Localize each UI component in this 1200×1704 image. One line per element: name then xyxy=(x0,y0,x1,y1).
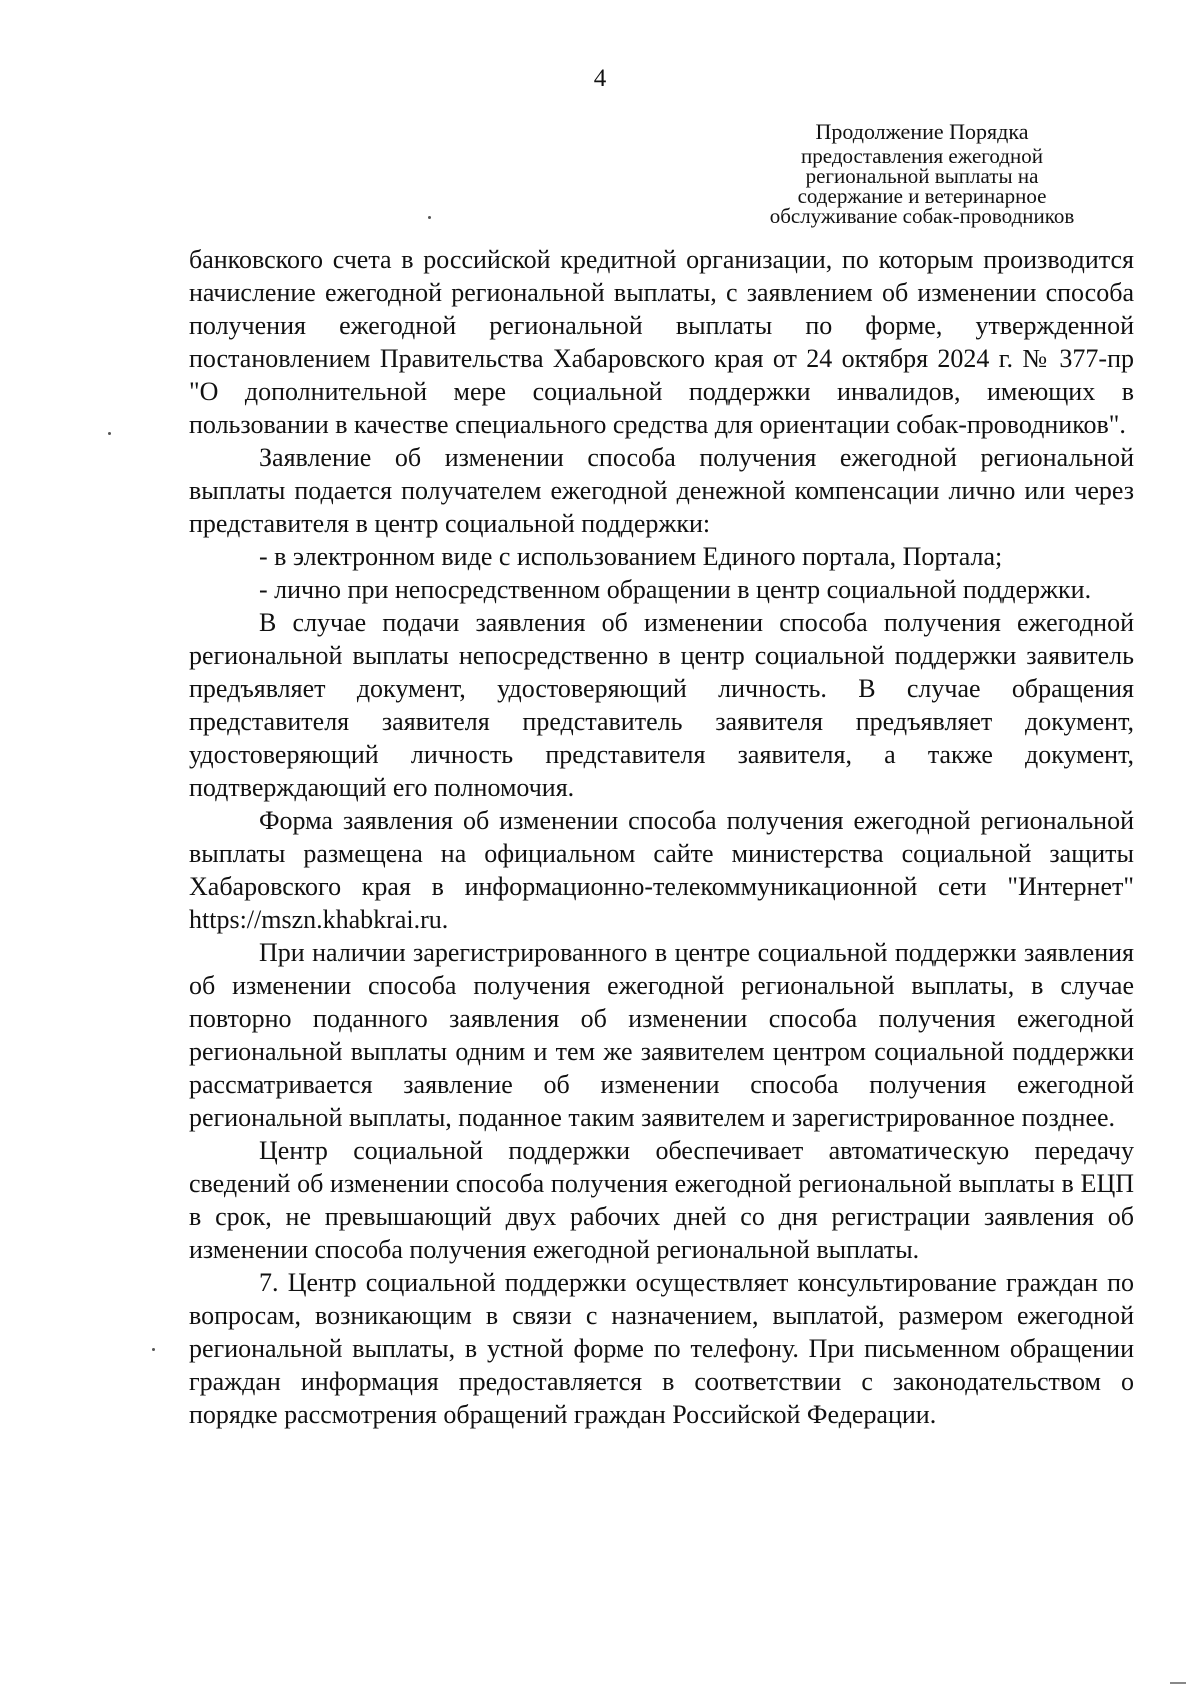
scan-edge-mark xyxy=(1170,1682,1186,1684)
scan-speck xyxy=(152,1348,155,1351)
body-paragraph: Форма заявления об изменении способа получения ежегодной региональной выплаты размещена на официальном сайте министерства социальной защиты Хабаровского края в информационно-телекоммуникационной сети "Интернет" https://mszn.khabkrai.ru. xyxy=(189,806,1134,934)
body-paragraph: 7. Центр социальной поддержки осуществляет консультирование граждан по вопросам, возникающим в связи с назначением, выплатой, размером ежегодной региональной выплаты, в устной форме по телефону. При письменном обращении граждан информация предоставляется в соответствии с законодательством о порядке рассмотрения обращений граждан Российской Федерации. xyxy=(189,1268,1134,1429)
header-line: содержание и ветеринарное xyxy=(797,184,1047,208)
list-item: - лично при непосредственном обращении в центр социальной поддержки. xyxy=(259,575,1092,604)
scan-speck xyxy=(428,216,431,219)
header-line: региональной выплаты на xyxy=(805,164,1039,188)
header-line: Продолжение Порядка xyxy=(815,119,1029,144)
page-number: 4 xyxy=(593,65,607,92)
body-paragraph: банковского счета в российской кредитной организации, по которым производится начисление ежегодной региональной выплаты, с заявлением об изменении способа получения ежегодной региональной выплаты по форме, утвержденной постановлением Правительства Хабаровского края от 24 октября 2024 г. № 377-пр "О дополнительной мере социальной поддержки инвалидов, имеющих в пользовании в качестве специального средства для ориентации собак-проводников". xyxy=(189,245,1134,439)
scan-speck xyxy=(108,432,111,435)
header-line: обслуживание собак-проводников xyxy=(769,204,1075,228)
body-paragraph: Центр социальной поддержки обеспечивает автоматическую передачу сведений об изменении способа получения ежегодной региональной выплаты в ЕЦП в срок, не превышающий двух рабочих дней со дня регистрации заявления об изменении способа получения ежегодной региональной выплаты. xyxy=(189,1136,1134,1264)
body-paragraph: Заявление об изменении способа получения ежегодной региональной выплаты подается получателем ежегодной денежной компенсации лично или через представителя в центр социальной поддержки: xyxy=(189,443,1134,538)
continuation-header xyxy=(712,118,1132,226)
list-item: - в электронном виде с использованием Единого портала, Портала; xyxy=(259,542,1003,571)
body-paragraph: В случае подачи заявления об изменении способа получения ежегодной региональной выплаты непосредственно в центр социальной поддержки заявитель предъявляет документ, удостоверяющий личность. В случае обращения представителя заявителя представитель заявителя предъявляет документ, удостоверяющий личность представителя заявителя, а также документ, подтверждающий его полномочия. xyxy=(189,608,1134,802)
body-paragraph: При наличии зарегистрированного в центре социальной поддержки заявления об изменении способа получения ежегодной региональной выплаты, в случае повторно поданного заявления об изменении способа получения ежегодной региональной выплаты одним и тем же заявителем центром социальной поддержки рассматривается заявление об изменении способа получения ежегодной региональной выплаты, поданное таким заявителем и зарегистрированное позднее. xyxy=(189,938,1134,1132)
document-body xyxy=(189,243,1134,1431)
header-line: предоставления ежегодной xyxy=(801,144,1043,168)
